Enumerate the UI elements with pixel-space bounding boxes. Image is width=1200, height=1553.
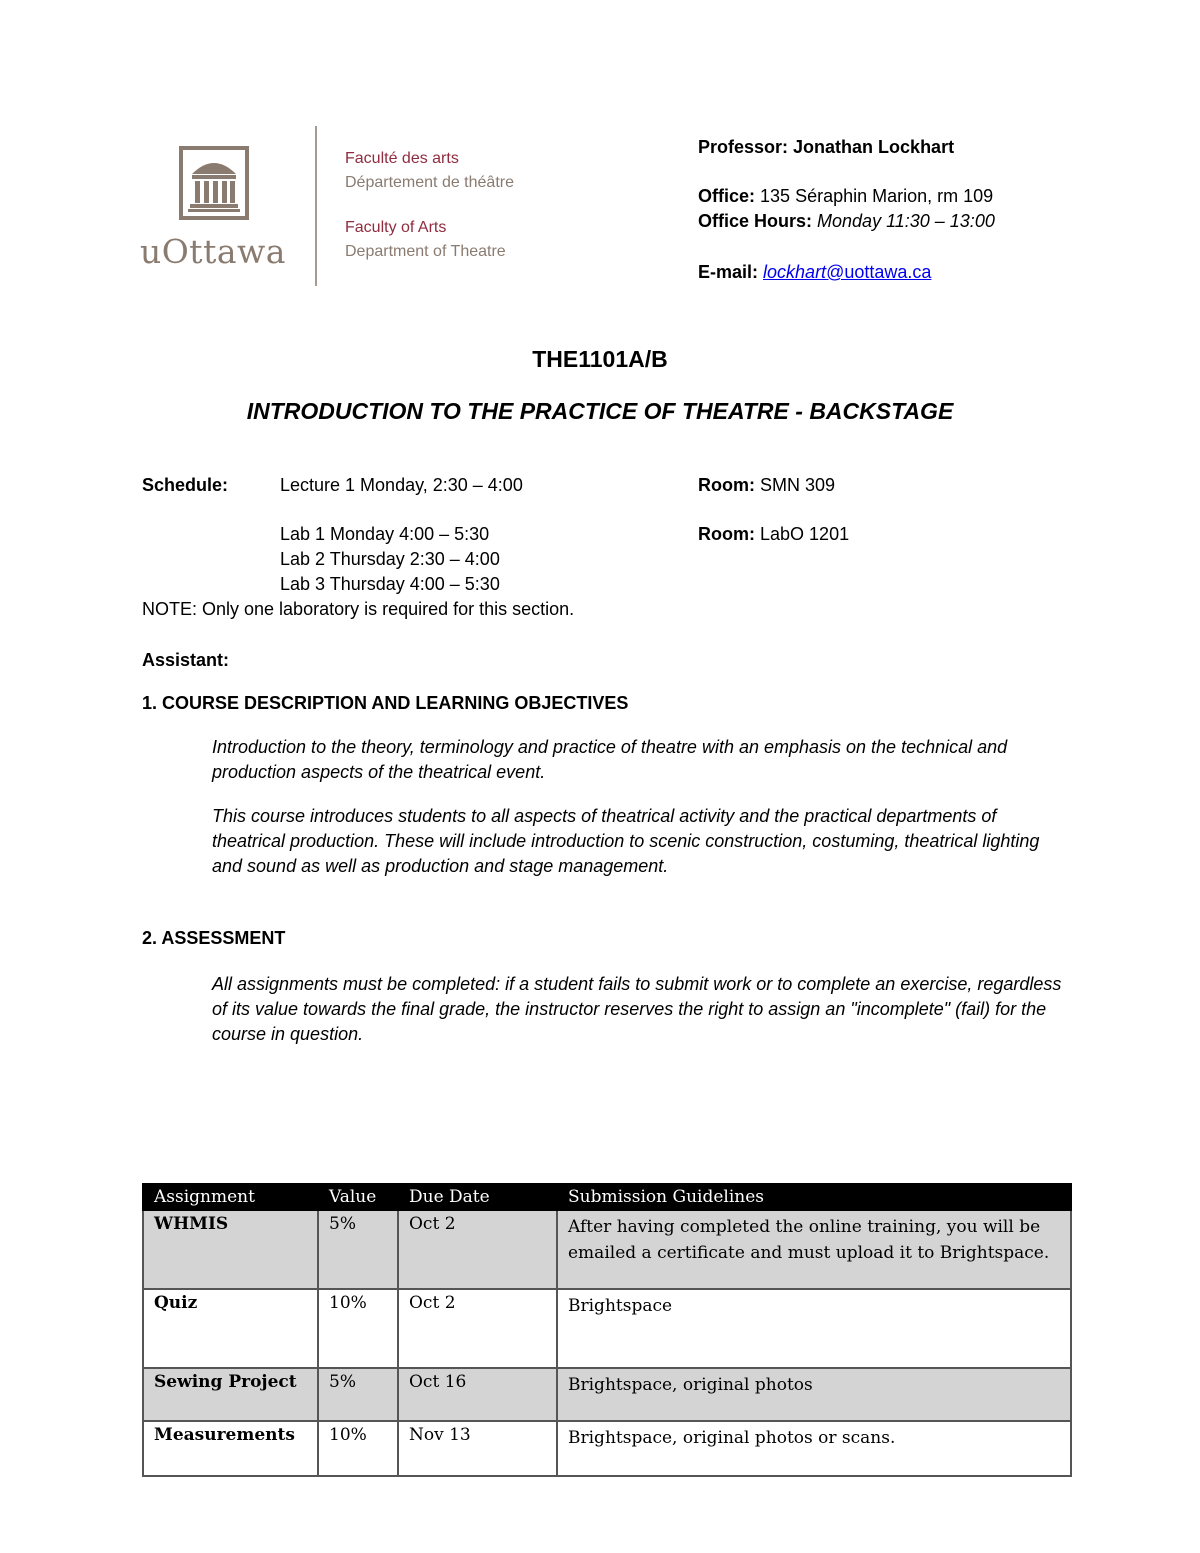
assistant-label: Assistant: [142,650,230,670]
office-value: 135 Séraphin Marion, rm 109 [760,186,994,206]
header-due-date: Due Date [398,1184,557,1210]
lab-room [698,523,849,545]
header-assignment: Assignment [143,1184,318,1210]
assignment-name: Quiz [143,1289,318,1368]
section-1-heading: 1. COURSE DESCRIPTION AND LEARNING OBJECTIVES [142,693,629,713]
assignment-due: Oct 2 [398,1210,557,1289]
assignment-name: Sewing Project [143,1368,318,1421]
section-2-heading: 2. ASSESSMENT [142,928,286,948]
assignment-guidelines: Brightspace, original photos [557,1368,1071,1421]
email-line [698,261,931,283]
lab-line-1: Lab 1 Monday 4:00 – 5:30 [280,524,490,544]
logo-fr-department: Département de théâtre [345,174,514,191]
lab-note: NOTE: Only one laboratory is required for this section. [142,599,575,619]
logo-divider [315,126,317,286]
course-code: THE1101A/B [532,346,668,372]
office-line [698,185,993,207]
lab-line-2: Lab 2 Thursday 2:30 – 4:00 [280,549,500,569]
assignment-due: Nov 13 [398,1421,557,1476]
uottawa-wordmark: uOttawa [140,232,286,271]
course-title: INTRODUCTION TO THE PRACTICE OF THEATRE - BACKSTAGE [246,398,954,424]
office-label: Office: [698,186,756,206]
section-2-para: All assignments must be completed: if a student fails to submit work or to complete an exercise, regardless of its value towards the final grade, the instructor reserves the right to assign an "incomplete" (fail) for the course in question. [212,974,1062,1044]
schedule-label: Schedule: [142,475,229,495]
assignment-value: 10% [318,1289,398,1368]
assignment-guidelines: After having completed the online training, you will be emailed a certificate and must upload it to Brightspace. [557,1210,1071,1289]
table-row [143,1368,1071,1421]
logo-en-department: Department of Theatre [345,243,506,260]
email-link[interactable] [763,262,931,282]
assignment-name: WHMIS [143,1210,318,1289]
logo-fr-faculty: Faculté des arts [345,150,459,167]
lecture-room-value: SMN 309 [760,475,836,495]
professor-line [698,136,954,158]
assignment-value: 10% [318,1421,398,1476]
assignment-value: 5% [318,1368,398,1421]
professor-label: Professor: [698,137,789,157]
lecture-room-label: Room: [698,475,755,495]
professor-name: Jonathan Lockhart [793,137,955,157]
lab-line-3: Lab 3 Thursday 4:00 – 5:30 [280,574,500,594]
header-value: Value [318,1184,398,1210]
email-user: lockhart [763,262,827,282]
assignment-guidelines: Brightspace, original photos or scans. [557,1421,1071,1476]
assignment-value: 5% [318,1210,398,1289]
university-building-icon [178,138,250,220]
logo-en-faculty: Faculty of Arts [345,219,447,236]
assignment-due: Oct 16 [398,1368,557,1421]
table-row [143,1421,1071,1476]
section-1-para-2: This course introduces students to all aspects of theatrical activity and the practical departments of theatrical production. These will include introduction to scenic construction, costuming, theatrical lighting and sound as well as production and stage management. [212,806,1040,876]
office-hours-value: Monday 11:30 – 13:00 [817,211,995,231]
assignment-due: Oct 2 [398,1289,557,1368]
assignment-name: Measurements [143,1421,318,1476]
table-row [143,1289,1071,1368]
table-header-row [143,1184,1071,1210]
lecture-line: Lecture 1 Monday, 2:30 – 4:00 [280,475,523,495]
office-hours-label: Office Hours: [698,211,813,231]
lab-room-value: LabO 1201 [760,524,850,544]
section-1-para-1: Introduction to the theory, terminology and practice of theatre with an emphasis on the technical and production aspects of the theatrical event. [212,737,1008,782]
lab-room-label: Room: [698,524,755,544]
table-row [143,1210,1071,1289]
office-hours-line [698,210,995,232]
assignment-guidelines: Brightspace [557,1289,1071,1368]
assignment-table [142,1183,1072,1477]
email-domain: @uottawa.ca [826,262,932,282]
header-submission-guidelines: Submission Guidelines [557,1184,1071,1210]
lecture-room [698,474,835,496]
email-label: E-mail: [698,262,759,282]
